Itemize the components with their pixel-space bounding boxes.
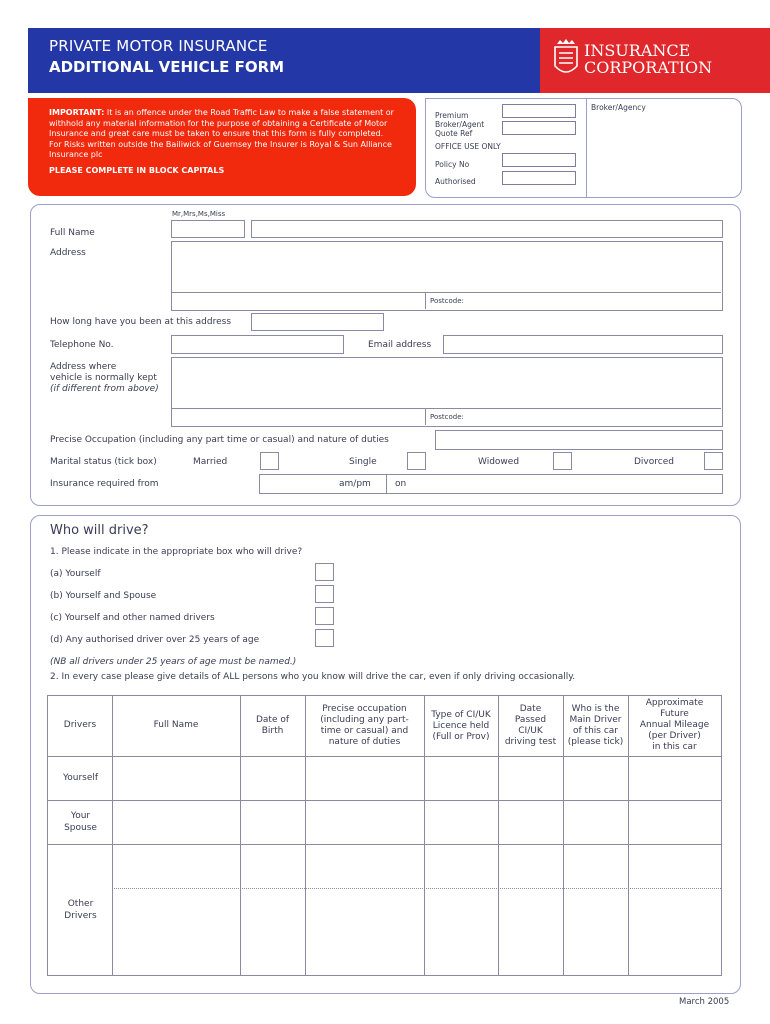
important-label: IMPORTANT: xyxy=(49,108,105,117)
header-date-line2: Passed xyxy=(514,715,547,725)
widowed-checkbox[interactable] xyxy=(553,452,572,470)
insurance-from-split xyxy=(386,475,387,493)
important-text xyxy=(49,108,394,161)
row-other-label xyxy=(48,898,113,922)
header-dob-line1: Date of xyxy=(255,715,290,725)
option-b-label: (b) Yourself and Spouse xyxy=(50,591,157,601)
row-spouse-line2: Spouse xyxy=(64,823,97,833)
email-label: Email address xyxy=(368,340,432,350)
header-main-line1: Who is the xyxy=(571,704,620,714)
address-label: Address xyxy=(50,248,86,258)
postcode-label: Postcode: xyxy=(430,297,464,305)
vehicle-address-line2: vehicle is normally kept xyxy=(50,373,157,383)
form-title-line1: PRIVATE MOTOR INSURANCE xyxy=(49,37,268,55)
nb-note: (NB all drivers under 25 years of age must be named.) xyxy=(50,657,297,667)
how-long-label: How long have you been at this address xyxy=(50,317,232,327)
col-divider xyxy=(240,696,241,975)
header-occupation-line1: Precise occupation xyxy=(322,704,407,714)
option-c-label: (c) Yourself and other named drivers xyxy=(50,613,215,623)
insurance-from-label: Insurance required from xyxy=(50,479,159,489)
full-name-label: Full Name xyxy=(50,228,95,238)
logo-line2: CORPORATION xyxy=(584,58,713,77)
insurance-from-field[interactable] xyxy=(259,474,723,494)
header-mileage-line4: (per Driver) xyxy=(648,731,701,741)
marital-status-label: Marital status (tick box) xyxy=(50,457,157,467)
question-1: 1. Please indicate in the appropriate box who will drive? xyxy=(50,547,303,557)
single-checkbox[interactable] xyxy=(407,452,426,470)
telephone-field[interactable] xyxy=(171,335,344,354)
vehicle-address-line1: Address where xyxy=(50,362,117,372)
header-licence xyxy=(424,710,498,743)
vehicle-postcode-split xyxy=(425,408,426,425)
occupation-label: Precise Occupation (including any part time or casual) and nature of duties xyxy=(50,435,389,445)
form-title-line2: ADDITIONAL VEHICLE FORM xyxy=(49,58,285,76)
row-divider xyxy=(48,756,721,757)
authorised-field[interactable] xyxy=(502,171,576,185)
row-other-line1: Other xyxy=(67,899,94,909)
vehicle-address-line3: (if different from above) xyxy=(50,384,159,394)
header-date-passed xyxy=(498,704,563,748)
who-will-drive-heading: Who will drive? xyxy=(50,523,149,538)
form-header xyxy=(28,28,770,93)
single-label: Single xyxy=(349,457,377,467)
office-divider xyxy=(586,99,587,197)
vehicle-postcode-label: Postcode: xyxy=(430,413,464,421)
vehicle-address-label xyxy=(50,362,159,395)
option-b-checkbox[interactable] xyxy=(315,585,334,603)
header-mileage-line3: Annual Mileage xyxy=(639,720,710,730)
quote-ref-text: Quote Ref xyxy=(435,129,473,138)
authorised-label: Authorised xyxy=(435,177,476,186)
col-divider xyxy=(112,696,113,975)
header-occupation-line3: time or casual) and xyxy=(320,726,409,736)
header-drivers: Drivers xyxy=(63,720,97,730)
premium-field[interactable] xyxy=(502,104,576,118)
header-date-line4: driving test xyxy=(504,737,557,747)
title-hint: Mr,Mrs,Ms,Miss xyxy=(172,210,226,218)
row-other-line2: Drivers xyxy=(64,911,97,921)
occupation-field[interactable] xyxy=(435,430,723,450)
office-use-only-label: OFFICE USE ONLY xyxy=(435,142,501,151)
title-field[interactable] xyxy=(171,220,245,238)
row-yourself-label: Yourself xyxy=(62,773,99,783)
widowed-label: Widowed xyxy=(478,457,520,467)
company-logo xyxy=(540,28,770,93)
header-dob xyxy=(240,715,305,737)
option-a-checkbox[interactable] xyxy=(315,563,334,581)
vehicle-postcode-divider xyxy=(172,408,721,409)
drivers-table xyxy=(47,695,722,976)
quote-ref-field[interactable] xyxy=(502,121,576,135)
policy-no-field[interactable] xyxy=(502,153,576,167)
address-postcode-split xyxy=(425,292,426,309)
row-spouse-label xyxy=(48,810,113,834)
email-field[interactable] xyxy=(443,335,723,354)
married-label: Married xyxy=(193,457,228,467)
premium-label xyxy=(435,111,484,138)
broker-agency-label: Broker/Agency xyxy=(591,103,646,112)
logo-line1: INSURANCE xyxy=(584,41,691,60)
logo-text xyxy=(584,42,712,76)
telephone-label: Telephone No. xyxy=(50,340,114,350)
full-name-field[interactable] xyxy=(251,220,723,238)
header-main-line2: Main Driver xyxy=(569,715,622,725)
header-main-line3: of this car xyxy=(573,726,618,736)
row-divider xyxy=(48,844,721,845)
header-licence-line2: Licence held xyxy=(432,721,490,731)
option-a-label: (a) Yourself xyxy=(50,569,101,579)
policy-no-label: Policy No xyxy=(435,160,470,169)
crest-icon xyxy=(552,38,580,82)
header-date-line1: Date xyxy=(519,704,542,714)
broker-agent-text: Broker/Agent xyxy=(435,120,485,129)
option-d-checkbox[interactable] xyxy=(315,629,334,647)
row-spouse-line1: Your xyxy=(70,811,91,821)
header-licence-line3: (Full or Prov) xyxy=(432,732,490,742)
header-licence-line1: Type of CI/UK xyxy=(431,710,491,720)
address-postcode-divider xyxy=(172,292,721,293)
header-main-driver xyxy=(563,704,628,748)
ampm-label: am/pm xyxy=(339,479,371,489)
header-mileage xyxy=(628,698,721,753)
row-divider xyxy=(48,800,721,801)
row-divider-dotted xyxy=(112,888,721,890)
important-body: It is an offence under the Road Traffic Law to make a false statement or withhold any material information for the purpose of obtaining a Certificate of Motor Insurance and great care must be taken to ensure that this form is fully completed. For Risks written outside the Bailiwick of Guernsey the Insurer is Royal & Sun Alliance Insurance plc xyxy=(49,108,394,159)
office-use-panel xyxy=(425,98,742,198)
divorced-label: Divorced xyxy=(634,457,674,467)
block-capitals-notice: PLEASE COMPLETE IN BLOCK CAPITALS xyxy=(49,166,225,175)
form-date: March 2005 xyxy=(679,997,730,1007)
option-c-checkbox[interactable] xyxy=(315,607,334,625)
header-mileage-line2: Future xyxy=(660,709,689,719)
header-full-name: Full Name xyxy=(153,720,199,730)
header-occupation-line4: nature of duties xyxy=(328,737,401,747)
important-notice xyxy=(28,98,416,196)
header-occupation-line2: (including any part- xyxy=(320,715,409,725)
divorced-checkbox[interactable] xyxy=(704,452,723,470)
option-d-label: (d) Any authorised driver over 25 years of age xyxy=(50,635,260,645)
on-label: on xyxy=(395,479,407,489)
header-occupation xyxy=(305,704,424,748)
question-2: 2. In every case please give details of ALL persons who you know will drive the car, even if only driving occasionally. xyxy=(50,672,576,682)
header-date-line3: CI/UK xyxy=(518,726,543,736)
header-dob-line2: Birth xyxy=(261,726,284,736)
married-checkbox[interactable] xyxy=(260,452,279,470)
header-mileage-line1: Approximate xyxy=(645,698,704,708)
how-long-field[interactable] xyxy=(251,313,384,331)
premium-text: Premium xyxy=(435,111,469,120)
header-mileage-line5: in this car xyxy=(652,742,697,752)
header-main-line4: (please tick) xyxy=(567,737,624,747)
